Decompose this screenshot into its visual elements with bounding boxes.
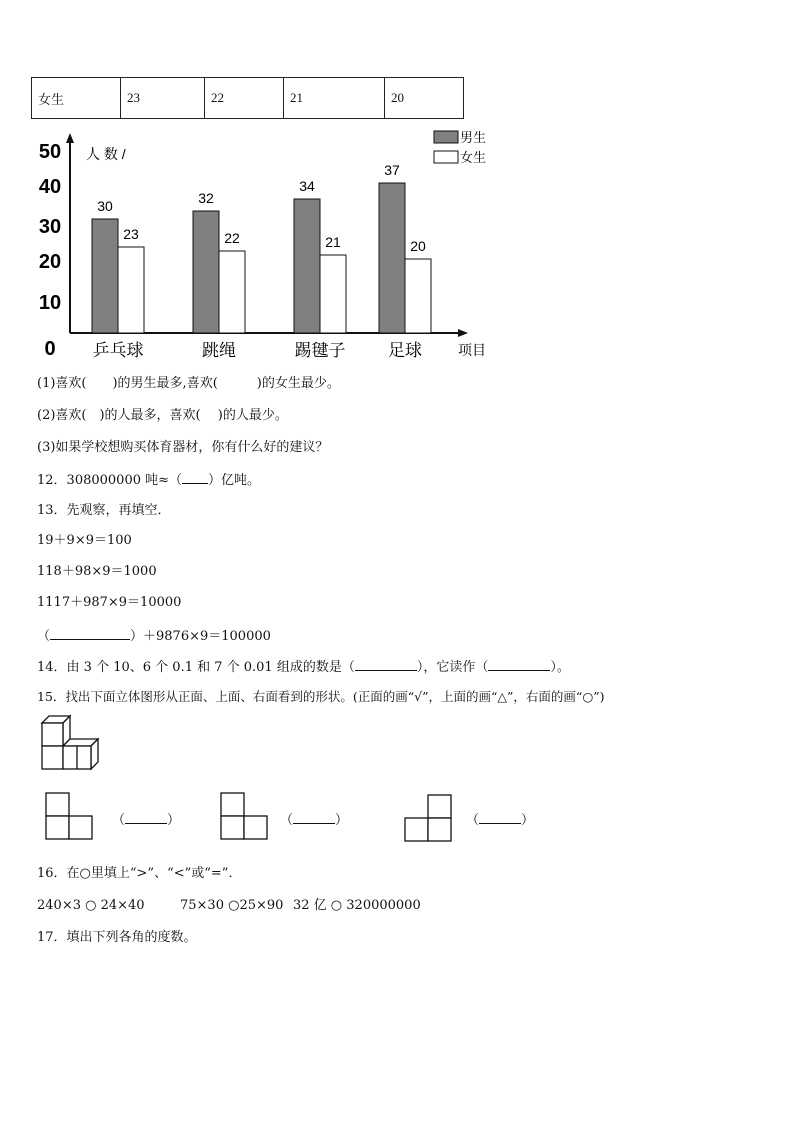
question-15: 15．找出下面立体图形从正面、上面、右面看到的形状。(正面的画“√”，上面的画“△”，右面的画“○”): [37, 689, 605, 704]
bar: [294, 199, 320, 333]
legend-label: 女生: [460, 150, 487, 165]
bar: [92, 219, 118, 333]
y-tick-label: 20: [38, 251, 62, 273]
bar: [219, 251, 245, 333]
equation-line-blank: （ ）＋9876×9＝100000: [37, 629, 271, 644]
table-cell: 23: [121, 78, 205, 119]
bar-data-label: 37: [384, 162, 400, 178]
question-11-1: (1)喜欢( )的男生最多,喜欢( )的女生最少。: [37, 376, 340, 391]
question-16: 16．在○里填上“>”、“<”或“=”．: [37, 866, 242, 881]
question-11-2: (2)喜欢( )的人最多，喜欢( )的人最少。: [37, 408, 288, 423]
data-table: [31, 77, 464, 119]
bar-chart: [28, 125, 498, 365]
y-tick-label: 50: [38, 141, 62, 163]
view-option-a[interactable]: [45, 792, 93, 840]
bar-data-label: 23: [123, 226, 139, 242]
y-tick-label: 0: [44, 338, 56, 360]
bar-data-label: 30: [97, 198, 113, 214]
equation-line: 19＋9×9＝100: [37, 533, 132, 548]
table-row-label: 女生: [32, 78, 121, 119]
y-tick-label: 30: [38, 216, 62, 238]
x-axis-arrow: [458, 329, 468, 337]
question-13: 13．先观察，再填空．: [37, 503, 171, 518]
equation-line: 118＋98×9＝1000: [37, 564, 157, 579]
x-tick-label: 跳绳: [202, 341, 236, 360]
cube-stack-figure: [40, 714, 102, 772]
legend-swatch: [434, 151, 458, 163]
table-cell: 21: [284, 78, 385, 119]
bar: [320, 255, 346, 333]
bar-data-label: 32: [198, 190, 214, 206]
question-14: 14．由 3 个 10、6 个 0.1 和 7 个 0.01 组成的数是（ ），它读作（ ）。: [37, 660, 570, 675]
x-axis-label: 项目: [458, 342, 486, 358]
bar-data-label: 20: [410, 238, 426, 254]
bar-data-label: 21: [325, 234, 341, 250]
answer-parenthesis[interactable]: （ ）: [112, 813, 181, 828]
view-option-c[interactable]: [404, 794, 452, 842]
question-11-3: (3)如果学校想购买体育器材，你有什么好的建议？: [37, 440, 329, 455]
y-axis-arrow: [66, 133, 74, 143]
bar: [193, 211, 219, 333]
bar: [405, 259, 431, 333]
compare-item: 75×30 ○25×90: [180, 898, 284, 913]
equation-line: 1117＋987×9＝10000: [37, 595, 182, 610]
compare-item: 32 亿 ○ 320000000: [293, 898, 421, 913]
question-17: 17．填出下列各角的度数。: [37, 930, 197, 945]
table-cell: 20: [385, 78, 464, 119]
answer-blank[interactable]: [355, 658, 417, 671]
y-tick-label: 10: [38, 292, 62, 314]
bar: [379, 183, 405, 333]
table-cell: 22: [205, 78, 284, 119]
x-tick-label: 踢毽子: [294, 341, 346, 360]
x-tick-label: 乒乓球: [92, 341, 144, 360]
bar-data-label: 22: [224, 230, 240, 246]
x-tick-label: 足球: [388, 341, 422, 360]
view-option-b[interactable]: [220, 792, 268, 840]
answer-parenthesis[interactable]: （ ）: [466, 813, 535, 828]
y-axis-label: 人 数 /: [86, 146, 126, 162]
legend-swatch: [434, 131, 458, 143]
table-row: [32, 78, 464, 119]
y-tick-label: 40: [38, 176, 62, 198]
answer-parenthesis[interactable]: （ ）: [280, 813, 349, 828]
bar: [118, 247, 144, 333]
compare-item: 240×3 ○ 24×40: [37, 898, 145, 913]
bar-data-label: 34: [299, 178, 315, 194]
legend-label: 男生: [460, 130, 487, 145]
answer-blank[interactable]: [182, 471, 208, 484]
answer-blank[interactable]: [50, 627, 130, 640]
answer-blank[interactable]: [488, 658, 550, 671]
question-12: 12．308000000 吨≈（ ）亿吨。: [37, 473, 261, 488]
